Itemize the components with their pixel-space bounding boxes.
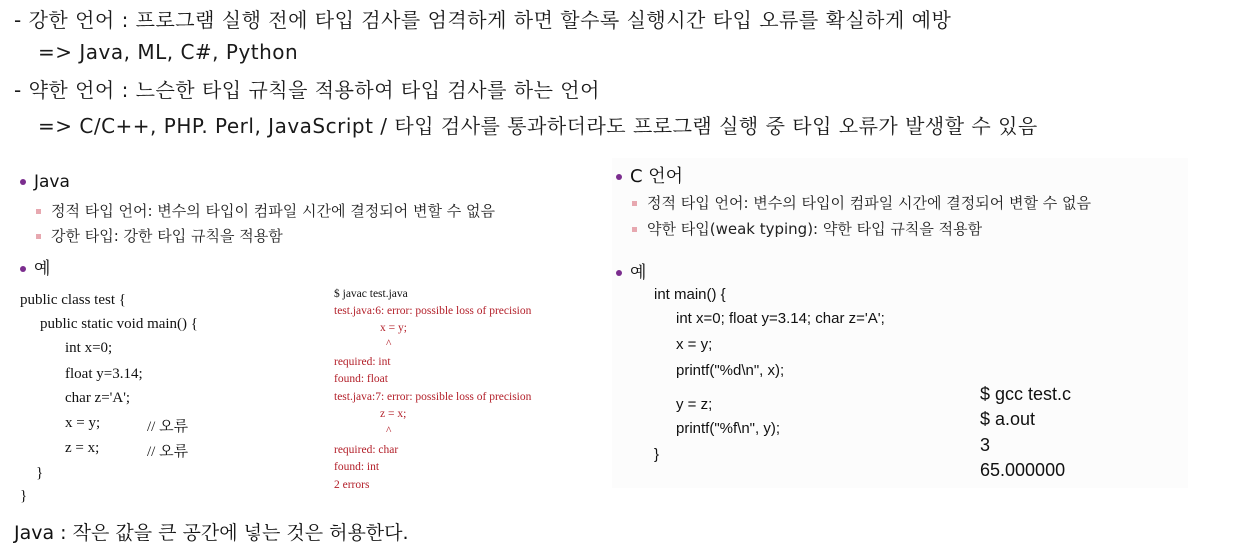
java-panel: [14, 162, 604, 516]
java-example-heading-text: 예: [34, 259, 51, 279]
intro-line-2: => Java, ML, C#, Python: [38, 40, 299, 64]
javac-error-line: found: int: [334, 461, 380, 473]
java-heading: [20, 172, 70, 192]
c-example-heading: [616, 258, 646, 283]
bullet-icon: [616, 174, 622, 180]
c-code-line: y = z;: [676, 396, 713, 413]
c-point-1-text: 정적 타입 언어: 변수의 타입이 컴파일 시간에 결정되어 변할 수 없음: [647, 194, 1091, 212]
java-point-2-text: 강한 타입: 강한 타입 규칙을 적용함: [51, 227, 283, 245]
c-code-line: printf("%f\n", y);: [676, 420, 781, 437]
java-example-heading: [20, 254, 50, 279]
java-code-line: float y=3.14;: [65, 366, 143, 382]
javac-error-caret: ^: [386, 338, 392, 350]
bullet-icon: [20, 179, 26, 185]
terminal-output-line: 3: [980, 435, 991, 455]
c-point-1: [632, 192, 1091, 213]
conclusion-text: Java : 작은 값을 큰 공간에 넣는 것은 허용한다.: [14, 522, 409, 544]
java-code-line: public static void main() {: [40, 316, 198, 332]
java-code-line: int x=0;: [65, 340, 113, 356]
java-heading-text: Java: [34, 172, 70, 192]
sub-bullet-icon: [36, 209, 41, 214]
javac-error-line: x = y;: [380, 322, 407, 334]
c-point-2: [632, 218, 982, 239]
intro-line-4: => C/C++, PHP. Perl, JavaScript / 타입 검사를 통과하더라도 프로그램 실행 중 타입 오류가 발생할 수 있음: [38, 114, 1038, 138]
java-code-comment: // 오류: [147, 419, 189, 435]
terminal-output-line: $ gcc test.c: [980, 384, 1072, 404]
java-point-1: [36, 200, 495, 221]
javac-error-line: z = x;: [380, 408, 407, 420]
java-code-line: char z='A';: [65, 390, 131, 406]
java-code-comment: // 오류: [147, 444, 189, 460]
c-code-line: int main() {: [654, 286, 726, 303]
c-heading: [616, 162, 683, 188]
c-code-line: printf("%d\n", x);: [676, 362, 785, 379]
java-point-1-text: 정적 타입 언어: 변수의 타입이 컴파일 시간에 결정되어 변할 수 없음: [51, 202, 495, 220]
java-code-line: z = x;: [65, 440, 100, 456]
sub-bullet-icon: [632, 227, 637, 232]
c-code-line: x = y;: [676, 336, 713, 353]
c-heading-text: C 언어: [630, 166, 684, 187]
bullet-icon: [20, 266, 26, 272]
c-code-line: }: [654, 446, 660, 463]
javac-error-count: 2 errors: [334, 479, 370, 491]
javac-error-caret: ^: [386, 425, 392, 437]
c-code-line: int x=0; float y=3.14; char z='A';: [676, 310, 885, 327]
javac-error-line: required: int: [334, 356, 391, 368]
javac-command: $ javac test.java: [334, 288, 408, 300]
java-code-line: public class test {: [20, 292, 126, 308]
c-example-heading-text: 예: [630, 263, 647, 283]
intro-line-1: - 강한 언어 : 프로그램 실행 전에 타입 검사를 엄격하게 하면 할수록 실행시간 타입 오류를 확실하게 예방: [14, 8, 952, 32]
sub-bullet-icon: [36, 234, 41, 239]
c-point-2-text: 약한 타입(weak typing): 약한 타입 규칙을 적용함: [647, 220, 983, 238]
c-panel: [612, 158, 1188, 488]
javac-error-line: required: char: [334, 444, 399, 456]
javac-error-line: test.java:7: error: possible loss of precision: [334, 391, 532, 403]
intro-line-3: - 약한 언어 : 느슨한 타입 규칙을 적용하여 타입 검사를 하는 언어: [14, 78, 600, 102]
java-point-2: [36, 225, 283, 246]
javac-error-line: found: float: [334, 373, 388, 385]
terminal-output-line: $ a.out: [980, 409, 1036, 429]
sub-bullet-icon: [632, 201, 637, 206]
java-code-line: }: [36, 465, 44, 481]
java-code-line: x = y;: [65, 415, 101, 431]
terminal-output-line: 65.000000: [980, 460, 1066, 480]
java-code-line: }: [20, 488, 28, 504]
bullet-icon: [616, 270, 622, 276]
javac-error-line: test.java:6: error: possible loss of precision: [334, 305, 532, 317]
